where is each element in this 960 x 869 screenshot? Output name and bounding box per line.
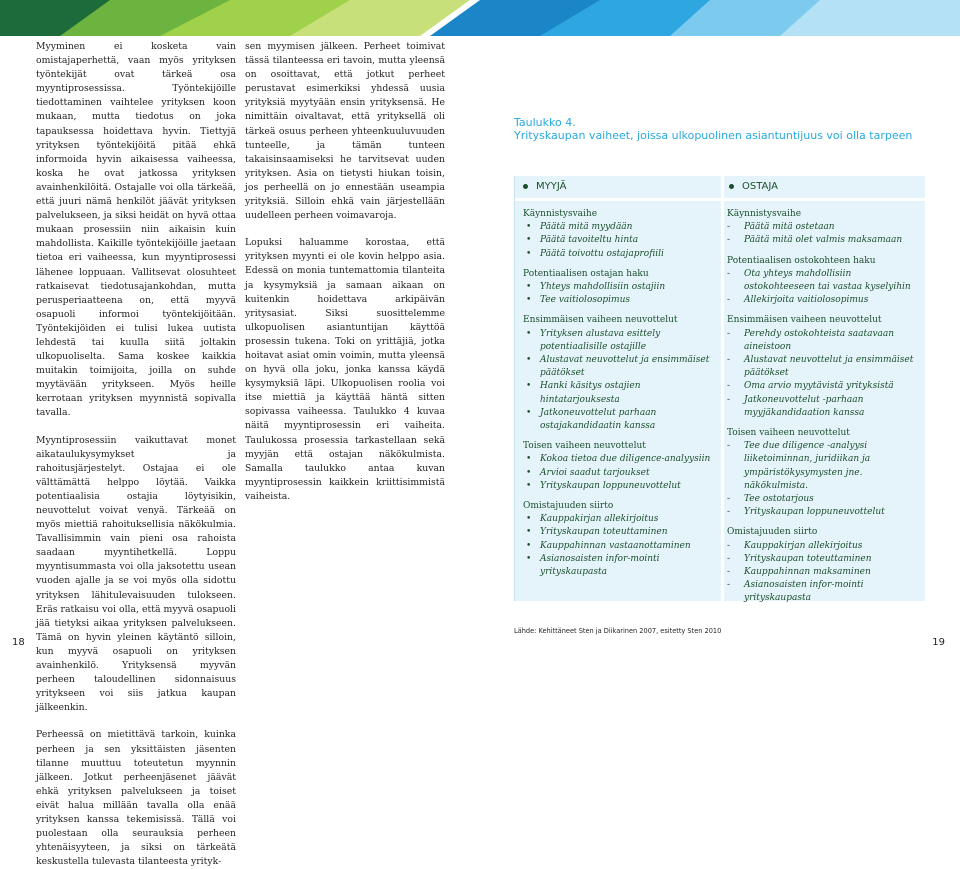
buyer-section [727,208,923,248]
section-title: Omistajuuden siirto [727,527,818,538]
paragraph: Lopuksi haluamme korostaa, että yrityksen myynti ei ole kovin helppo asia. Edessä on monia tuntemattomia tilanteita ja kysymyksiä ja samaan aikaan on kuitenkin hoidettava arkipäivän yritysasiat. Siksi suosittelemme ulkopuolisen asiantuntijan käyttöä prosessin tukena. Toki on yrittäjiä, jotka hoitavat asiat omin voimin, mutta yleensä on hyvä olla joku, jonka kanssa käydä kysymyksiä läpi. Ulkopuolisen roolia voi itse miettiä ja käyttää häntä sitten sopivassa vaiheessa. Taulukko 4 kuvaa näitä myyntiprosessin eri vaiheita. Taulukossa prosessia tarkastellaan sekä myyjän että ostajan näkökulmista. Samalla taulukko antaa kuvan myyntiprosessin kaikkein kriittisimmistä vaiheista. [245,237,445,502]
list-item: • Päätä tavoiteltu hinta [523,234,719,247]
section-title: Ensimmäisen vaiheen neuvottelut [727,315,882,326]
section-title: Potentiaalisen ostokohteen haku [727,255,876,266]
buyer-column [727,208,923,613]
seller-section [523,440,719,493]
bullet-icon [523,184,528,189]
list-item: - Alustavat neuvottelut ja ensimmäiset päätökset [727,354,923,380]
list-item: • Arvioi saadut tarjoukset [523,467,719,480]
decorative-header-band [0,0,960,36]
list-item: • Asianosaisten infor-mointi yrityskaupasta [523,553,719,579]
paragraph: sen myymisen jälkeen. Perheet toimivat tässä tilanteessa eri tavoin, mutta yleensä on osoittavat, että jotkut perheet perustavat esimerkiksi yhdessä uusia yrityksiä myytyään ensin yrityksensä. He nimittäin oivaltavat, että yrityksellä oli tärkeä osuus perheen yhteenkuuluvuuden tunteelle, ja tämän tunteen takaisinsaamiseksi he tarvitsevat uuden yrityksen. Asia on tietysti hiukan toisin, jos perheellä on jo ennestään useampia yrityksiä. Silloin ehkä vain järjestellään uudelleen perheen voimavaroja. [245,41,445,222]
list-item: • Tee vaitiolosopimus [523,294,719,307]
section-title: Käynnistysvaihe [523,209,598,219]
paragraph: Myyminen ei kosketa vain omistajaperhettä, vaan myös yrityksen työntekijät ovat tärkeä osa myyntiprosessissa. Työntekijöille tiedottaminen vaihtelee yrityksen koon mukaan, mutta tiedotus on joka tapauksessa hoidettava hyvin. Tiettyjä yrityksen työntekijöitä pitää ehkä informoida hyvin aikaisessa vaiheessa, koska he ovat jatkossa yrityksen avainhenkilöitä. Ostajalle voi olla tärkeää, että juuri nämä henkilöt jäävät yrityksen palvelukseen, ja siksi heidät on hyvä ottaa mukaan prosessiin niin aikaisin kuin mahdollista. Kaikille työntekijöille jaetaan tietoa eri vaiheessa, kun myyntiprosessi lähenee loppuaan. Vallitsevat olosuhteet ratkaisevat tiedotusajankohdan, mutta perusperiaatteena on, että myyvä osapuoli informoi työntekijöitään. Työntekijöiden ei tulisi lukea uutista lehdestä tai kuulla siitä joltakin ulkopuoliselta. Sama koskee kaikkia muitakin toimijoita, joilla on suhde myytävään yritykseen. Myös heille kerrotaan yrityksen myynnistä sopivalla tavalla. [36,41,236,419]
seller-section [523,314,719,433]
buyer-section [727,427,923,519]
list-item: • Alustavat neuvottelut ja ensimmäiset päätökset [523,354,719,380]
list-item: - Ota yhteys mahdollisiin ostokohteeseen tai vastaa kyselyihin [727,268,923,294]
page-number-right: 19 [932,637,945,648]
middle-text-column [245,40,445,504]
seller-header-label: MYYJÄ [536,181,567,192]
paragraph: Myyntiprosessiin vaikuttavat monet aikataulukysymykset ja rahoitusjärjestelyt. Ostajaa ei ole välttämättä helppo löytää. Vaikka potentiaalisia ostajia löytyisikin, neuvottelut voivat venyä. Tärkeää on myös miettiä rahoituksellisia näkökulmia. Tavallisimmin vain pieni osa rahoista saadaan myyntihetkellä. Loppu myyntisummasta voi olla jaksotettu usean vuoden ajalle ja se voi myös olla sidottu yrityksen lähitulevaisuuden tulokseen. Eräs ratkaisu voi olla, että myyvä osapuoli jää tietyksi aikaa yrityksen palvelukseen. Tämä on hyvin yleinen käytäntö silloin, kun myyvä osapuoli on yrityksen avainhenkilö. Yrityksensä myyvän perheen taloudellinen sidonnaisuus yritykseen voi siis jatkua kaupan jälkeenkin. [36,434,236,714]
section-title: Omistajuuden siirto [523,501,614,512]
list-item: • Jatkoneuvottelut parhaan ostajakandidaatin kanssa [523,407,719,433]
list-item: • Hanki käsitys ostajien hintatarjouksesta [523,380,719,406]
header-divider [515,198,925,201]
column-divider [721,176,724,601]
buyer-header [729,181,778,199]
section-title: Toisen vaiheen neuvottelut [727,428,850,439]
list-item: • Yrityskaupan loppuneuvottelut [523,480,719,493]
list-item: - Tee ostotarjous [727,493,923,506]
buyer-section [727,526,923,605]
list-item: • Yhteys mahdollisiin ostajiin [523,281,719,294]
list-item: - Yrityskaupan loppuneuvottelut [727,506,923,519]
section-title: Käynnistysvaihe [727,209,802,219]
list-item: - Päätä mitä olet valmis maksamaan [727,234,923,247]
list-item: • Yrityskaupan toteuttaminen [523,526,719,539]
section-title: Potentiaalisen ostajan haku [523,268,649,279]
section-title: Ensimmäisen vaiheen neuvottelut [523,315,678,326]
list-item: - Päätä mitä ostetaan [727,221,923,234]
list-item: - Yrityskaupan toteuttaminen [727,553,923,566]
buyer-section [727,314,923,420]
seller-header [523,181,566,199]
list-item: • Päätä toivottu ostajaprofiili [523,248,719,261]
list-item: - Asianosaisten infor-mointi yrityskaupasta [727,579,923,605]
list-item: - Jatkoneuvottelut -parhaan myyjäkandidaation kanssa [727,394,923,420]
seller-section [523,208,719,261]
list-item: - Oma arvio myytävistä yrityksistä [727,380,923,393]
list-item: - Tee due diligence -analyysi liiketoiminnan, juridiikan ja ympäristökysymysten jne. näkökulmista. [727,440,923,493]
list-item: - Kauppahinnan maksaminen [727,566,923,579]
process-table [514,176,925,604]
left-page-text-column [36,40,236,869]
list-item: • Kokoa tietoa due diligence-analyysiin [523,453,719,466]
seller-section [523,268,719,308]
list-item: • Kauppakirjan allekirjoitus [523,513,719,526]
buyer-section [727,255,923,308]
buyer-header-label: OSTAJA [742,181,779,192]
paragraph: Perheessä on mietittävä tarkoin, kuinka perheen ja sen yksittäisten jäsenten tilanne muuttuu toteutetun myynnin jälkeen. Jotkut perheenjäsenet jäävät ehkä yrityksen palvelukseen ja toiset eivät halua millään tavalla olla enää yrityksen kanssa tekemisissä. Tällä voi puolestaan olla seurauksia perheen yhtenäisyyteen, ja siksi on tärkeätä keskustella tulevasta tilanteesta yrityk- [36,729,236,868]
list-item: - Perehdy ostokohteista saatavaan aineistoon [727,328,923,354]
list-item: - Allekirjoita vaitiolosopimus [727,294,923,307]
table-title: Yrityskaupan vaiheet, joissa ulkopuolinen asiantuntijuus voi olla tarpeen [514,129,913,142]
seller-column [523,208,719,586]
table-caption [514,116,934,142]
page-number-left: 18 [12,637,25,648]
table-source-note: Lähde: Kehittäneet Sten ja Diikarinen 2007, esitetty Sten 2010 [514,627,722,635]
list-item: - Kauppakirjan allekirjoitus [727,540,923,553]
list-item: • Kauppahinnan vastaanottaminen [523,540,719,553]
section-title: Toisen vaiheen neuvottelut [523,441,646,452]
bullet-icon [729,184,734,189]
seller-section [523,500,719,579]
table-number: Taulukko 4. [514,116,576,129]
list-item: • Päätä mitä myydään [523,221,719,234]
list-item: • Yrityksen alustava esittely potentiaalisille ostajille [523,328,719,354]
